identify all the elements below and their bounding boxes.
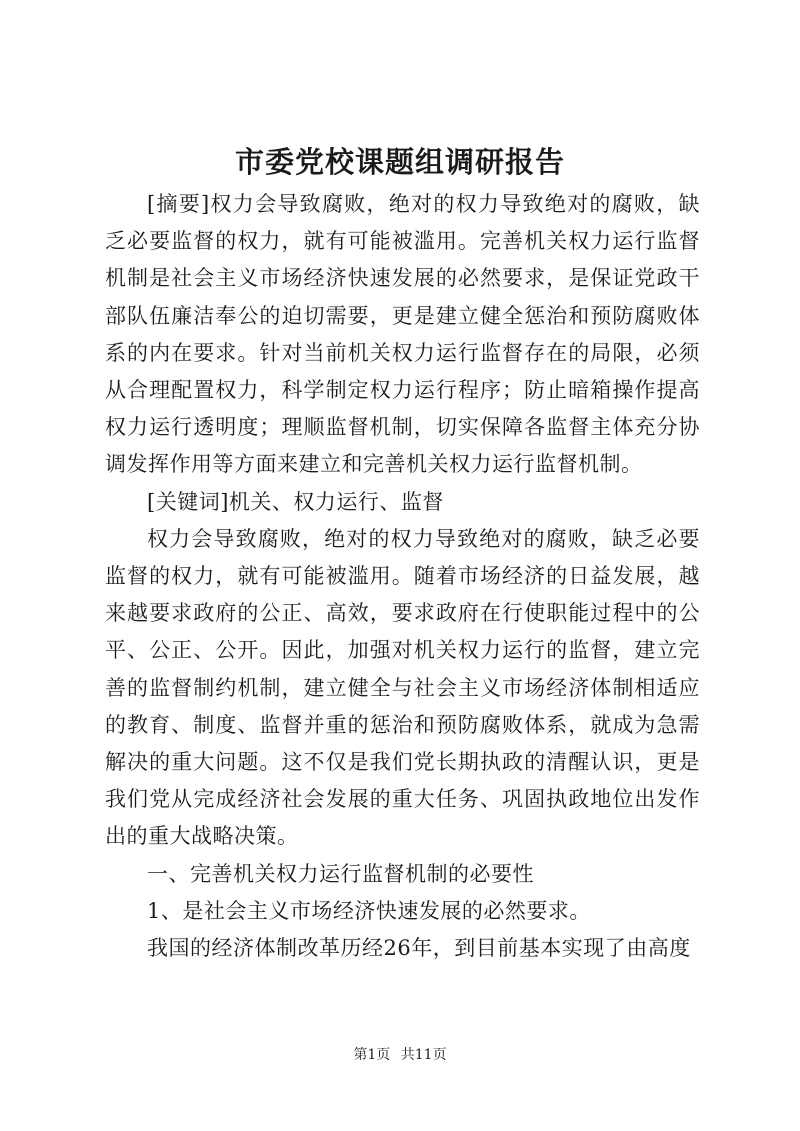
intro-paragraph: 权力会导致腐败，绝对的权力导致绝对的腐败，缺乏必要监督的权力，就有可能被滥用。随着市场经济的日益发展，越来越要求政府的公正、高效，要求政府在行使职能过程中的公平、公正、公开。因此，加强对机关权力运行的监督，建立完善的监督制约机制，建立健全与社会主义市场经济体制相适应的教育、制度、监督并重的惩治和预防腐败体系，就成为急需解决的重大问题。这不仅是我们党长期执政的清醒认识，更是我们党从完成经济社会发展的重大任务、巩固执政地位出发作出的重大战略决策。 xyxy=(105,526,700,849)
page-footer xyxy=(0,1044,800,1064)
subsection-heading: 1、是社会主义市场经济快速发展的必然要求。 xyxy=(147,898,591,923)
abstract-paragraph: [摘要]权力会导致腐败，绝对的权力导致绝对的腐败，缺乏必要监督的权力，就有可能被滥用。完善机关权力运行监督机制是社会主义市场经济快速发展的必然要求，是保证党政干部队伍廉洁奉公的迫切需要，更是建立健全惩治和预防腐败体系的内在要求。针对当前机关权力运行监督存在的局限，必须从合理配置权力，科学制定权力运行程序；防止暗箱操作提高权力运行透明度；理顺监督机制，切实保障各监督主体充分协调发挥作用等方面来建立和完善机关权力运行监督机制。 xyxy=(105,192,700,477)
document-title: 市委党校课题组调研报告 xyxy=(234,145,565,179)
page-number: 第1页 xyxy=(353,1047,391,1063)
keywords-paragraph: [关键词]机关、权力运行、监督 xyxy=(147,489,444,514)
document-body xyxy=(105,186,700,967)
body-paragraph: 我国的经济体制改革历经26年，到目前基本实现了由高度 xyxy=(147,936,691,961)
page-total: 共11页 xyxy=(400,1047,447,1063)
section-heading: 一、完善机关权力运行监督机制的必要性 xyxy=(147,861,534,886)
